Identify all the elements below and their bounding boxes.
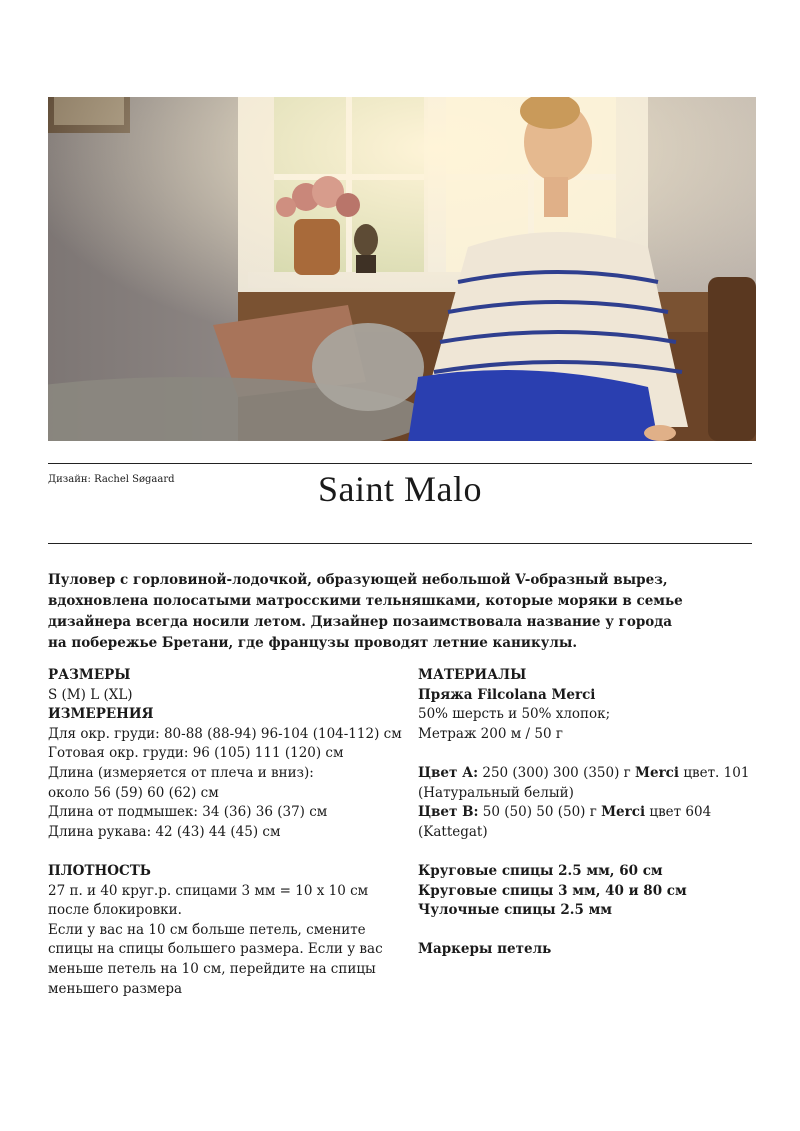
color-a-line: [418, 764, 758, 803]
color-a-amount: 250 (300) 300 (350) г: [478, 764, 636, 781]
measurements-heading: ИЗМЕРЕНИЯ: [48, 706, 154, 723]
sizes-heading: РАЗМЕРЫ: [48, 667, 131, 683]
measurement-line: Для окр. груди: 80-88 (88-94) 96-104 (104-112) см: [48, 725, 402, 742]
measurement-line: Готовая окр. груди: 96 (105) 111 (120) см: [48, 745, 344, 762]
color-b-rest: цвет 604 (Kattegat): [418, 804, 712, 840]
needles-line: Круговые спицы 2.5 мм, 60 см: [418, 862, 663, 879]
color-b-amount: 50 (50) 50 (50) г: [478, 804, 602, 821]
materials-heading: МАТЕРИАЛЫ: [418, 667, 527, 683]
gauge-text: 27 п. и 40 круг.р. спицами 3 мм = 10 х 10 см после блокировки.: [48, 882, 369, 919]
right-column: [418, 666, 758, 960]
needles-line: Чулочные спицы 2.5 мм: [418, 902, 613, 919]
hero-photo-illustration: [48, 97, 756, 441]
gauge-heading: ПЛОТНОСТЬ: [48, 862, 151, 879]
measurement-line: около 56 (59) 60 (62) см: [48, 784, 219, 801]
left-column: [48, 666, 403, 999]
divider-top: [48, 463, 752, 464]
color-b-brand: Merci: [601, 804, 646, 821]
color-a-label: Цвет А:: [418, 764, 479, 781]
measurement-line: Длина рукава: 42 (43) 44 (45) см: [48, 823, 281, 840]
needles-line: Круговые спицы 3 мм, 40 и 80 см: [418, 882, 687, 899]
color-a-rest: цвет. 101 (Натуральный белый): [418, 764, 750, 801]
measurement-line: Длина от подмышек: 34 (36) 36 (37) см: [48, 804, 328, 821]
measurement-line: Длина (измеряется от плеча и вниз):: [48, 764, 314, 781]
designer-credit: Дизайн: Rachel Søgaard: [48, 474, 175, 485]
gauge-note: Если у вас на 10 см больше петель, смените спицы на спицы большего размера. Если у вас меньше петель на 10 см, перейдите на спицы меньшего размера: [48, 921, 383, 997]
pattern-title: Saint Malo: [318, 469, 482, 509]
divider-bottom: [48, 543, 752, 544]
hero-photo: [48, 97, 756, 441]
color-b-line: [418, 803, 758, 842]
intro-text: Пуловер с горловиной-лодочкой, образующей небольшой V-образный вырез, вдохновлена полосатыми матросскими тельняшками, которые моряки в семье дизайнера всегда носили летом. Дизайнер позаимствовала название у города на побережье Бретани, где французы проводят летние каникулы.: [48, 572, 683, 651]
color-b-label: Цвет В:: [418, 804, 479, 821]
yarn-name: Пряжа Filcolana Merci: [418, 686, 596, 703]
yarn-content: 50% шерсть и 50% хлопок;: [418, 706, 611, 723]
sizes-text: S (M) L (XL): [48, 686, 133, 703]
yarn-length: Метраж 200 м / 50 г: [418, 725, 563, 742]
color-a-brand: Merci: [635, 764, 680, 781]
markers-line: Маркеры петель: [418, 941, 552, 958]
